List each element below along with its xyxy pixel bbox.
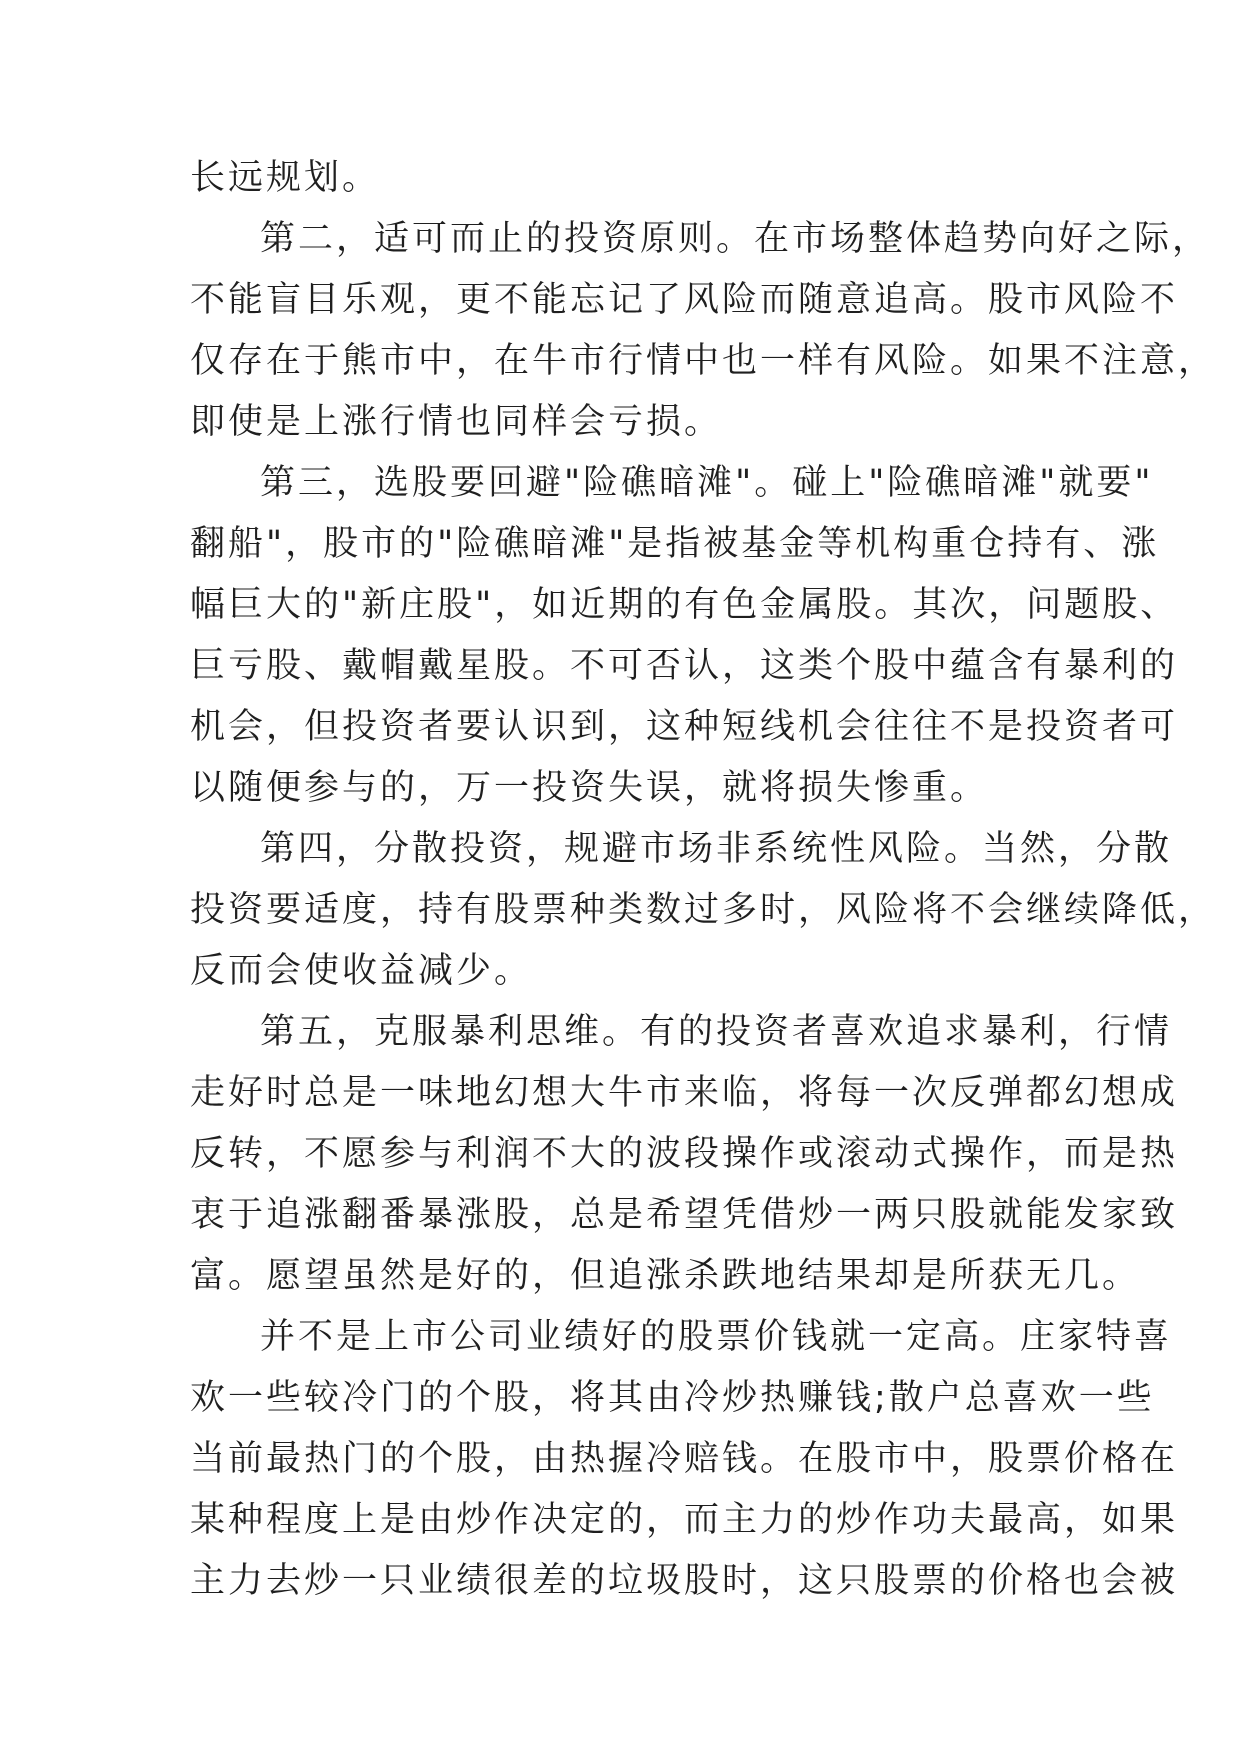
- text-line: 投资要适度，持有股票种类数过多时，风险将不会继续降低，: [190, 890, 1217, 930]
- text-line: 第五，克服暴利思维。有的投资者喜欢追求暴利，行情: [260, 1012, 1173, 1052]
- text-line: 巨亏股、戴帽戴星股。不可否认，这类个股中蕴含有暴利的: [190, 646, 1179, 686]
- text-line: 机会，但投资者要认识到，这种短线机会往往不是投资者可: [190, 707, 1179, 747]
- text-line: 某种程度上是由炒作决定的，而主力的炒作功夫最高，如果: [190, 1500, 1179, 1540]
- paragraph: [190, 1002, 1179, 1307]
- text-line: 长远规划。: [190, 158, 381, 198]
- text-line: 主力去炒一只业绩很差的垃圾股时，这只股票的价格也会被: [190, 1561, 1179, 1601]
- text-line: 以随便参与的，万一投资失误，就将损失惨重。: [190, 768, 989, 808]
- text-line: 翻船"，股市的"险礁暗滩"是指被基金等机构重仓持有、涨: [190, 524, 1160, 564]
- paragraph: [190, 453, 1179, 819]
- paragraph: [190, 1307, 1179, 1612]
- text-line: 第三，选股要回避"险礁暗滩"。碰上"险礁暗滩"就要": [260, 463, 1154, 503]
- paragraph: [190, 819, 1217, 1002]
- text-line: 第四，分散投资，规避市场非系统性风险。当然，分散: [260, 829, 1173, 869]
- text-line: 幅巨大的"新庄股"，如近期的有色金属股。其次，问题股、: [190, 585, 1179, 625]
- text-line: 欢一些较冷门的个股，将其由冷炒热赚钱;散户总喜欢一些: [190, 1378, 1155, 1418]
- text-line: 富。愿望虽然是好的，但追涨杀跌地结果却是所获无几。: [190, 1256, 1141, 1296]
- text-line: 仅存在于熊市中，在牛市行情中也一样有风险。如果不注意，: [190, 341, 1217, 381]
- paragraph: [190, 209, 1217, 453]
- text-line: 衷于追涨翻番暴涨股，总是希望凭借炒一两只股就能发家致: [190, 1195, 1179, 1235]
- text-line: 当前最热门的个股，由热握冷赔钱。在股市中，股票价格在: [190, 1439, 1179, 1479]
- text-line: 即使是上涨行情也同样会亏损。: [190, 402, 723, 442]
- text-line: 反转，不愿参与利润不大的波段操作或滚动式操作，而是热: [190, 1134, 1179, 1174]
- text-line: 并不是上市公司业绩好的股票价钱就一定高。庄家特喜: [260, 1317, 1173, 1357]
- text-line: 第二，适可而止的投资原则。在市场整体趋势向好之际，: [260, 219, 1211, 259]
- text-line: 不能盲目乐观，更不能忘记了风险而随意追高。股市风险不: [190, 280, 1179, 320]
- document-body: [190, 148, 1217, 1612]
- text-line: 走好时总是一味地幻想大牛市来临，将每一次反弹都幻想成: [190, 1073, 1179, 1113]
- paragraph: [190, 148, 1050, 209]
- text-line: 反而会使收益减少。: [190, 951, 533, 991]
